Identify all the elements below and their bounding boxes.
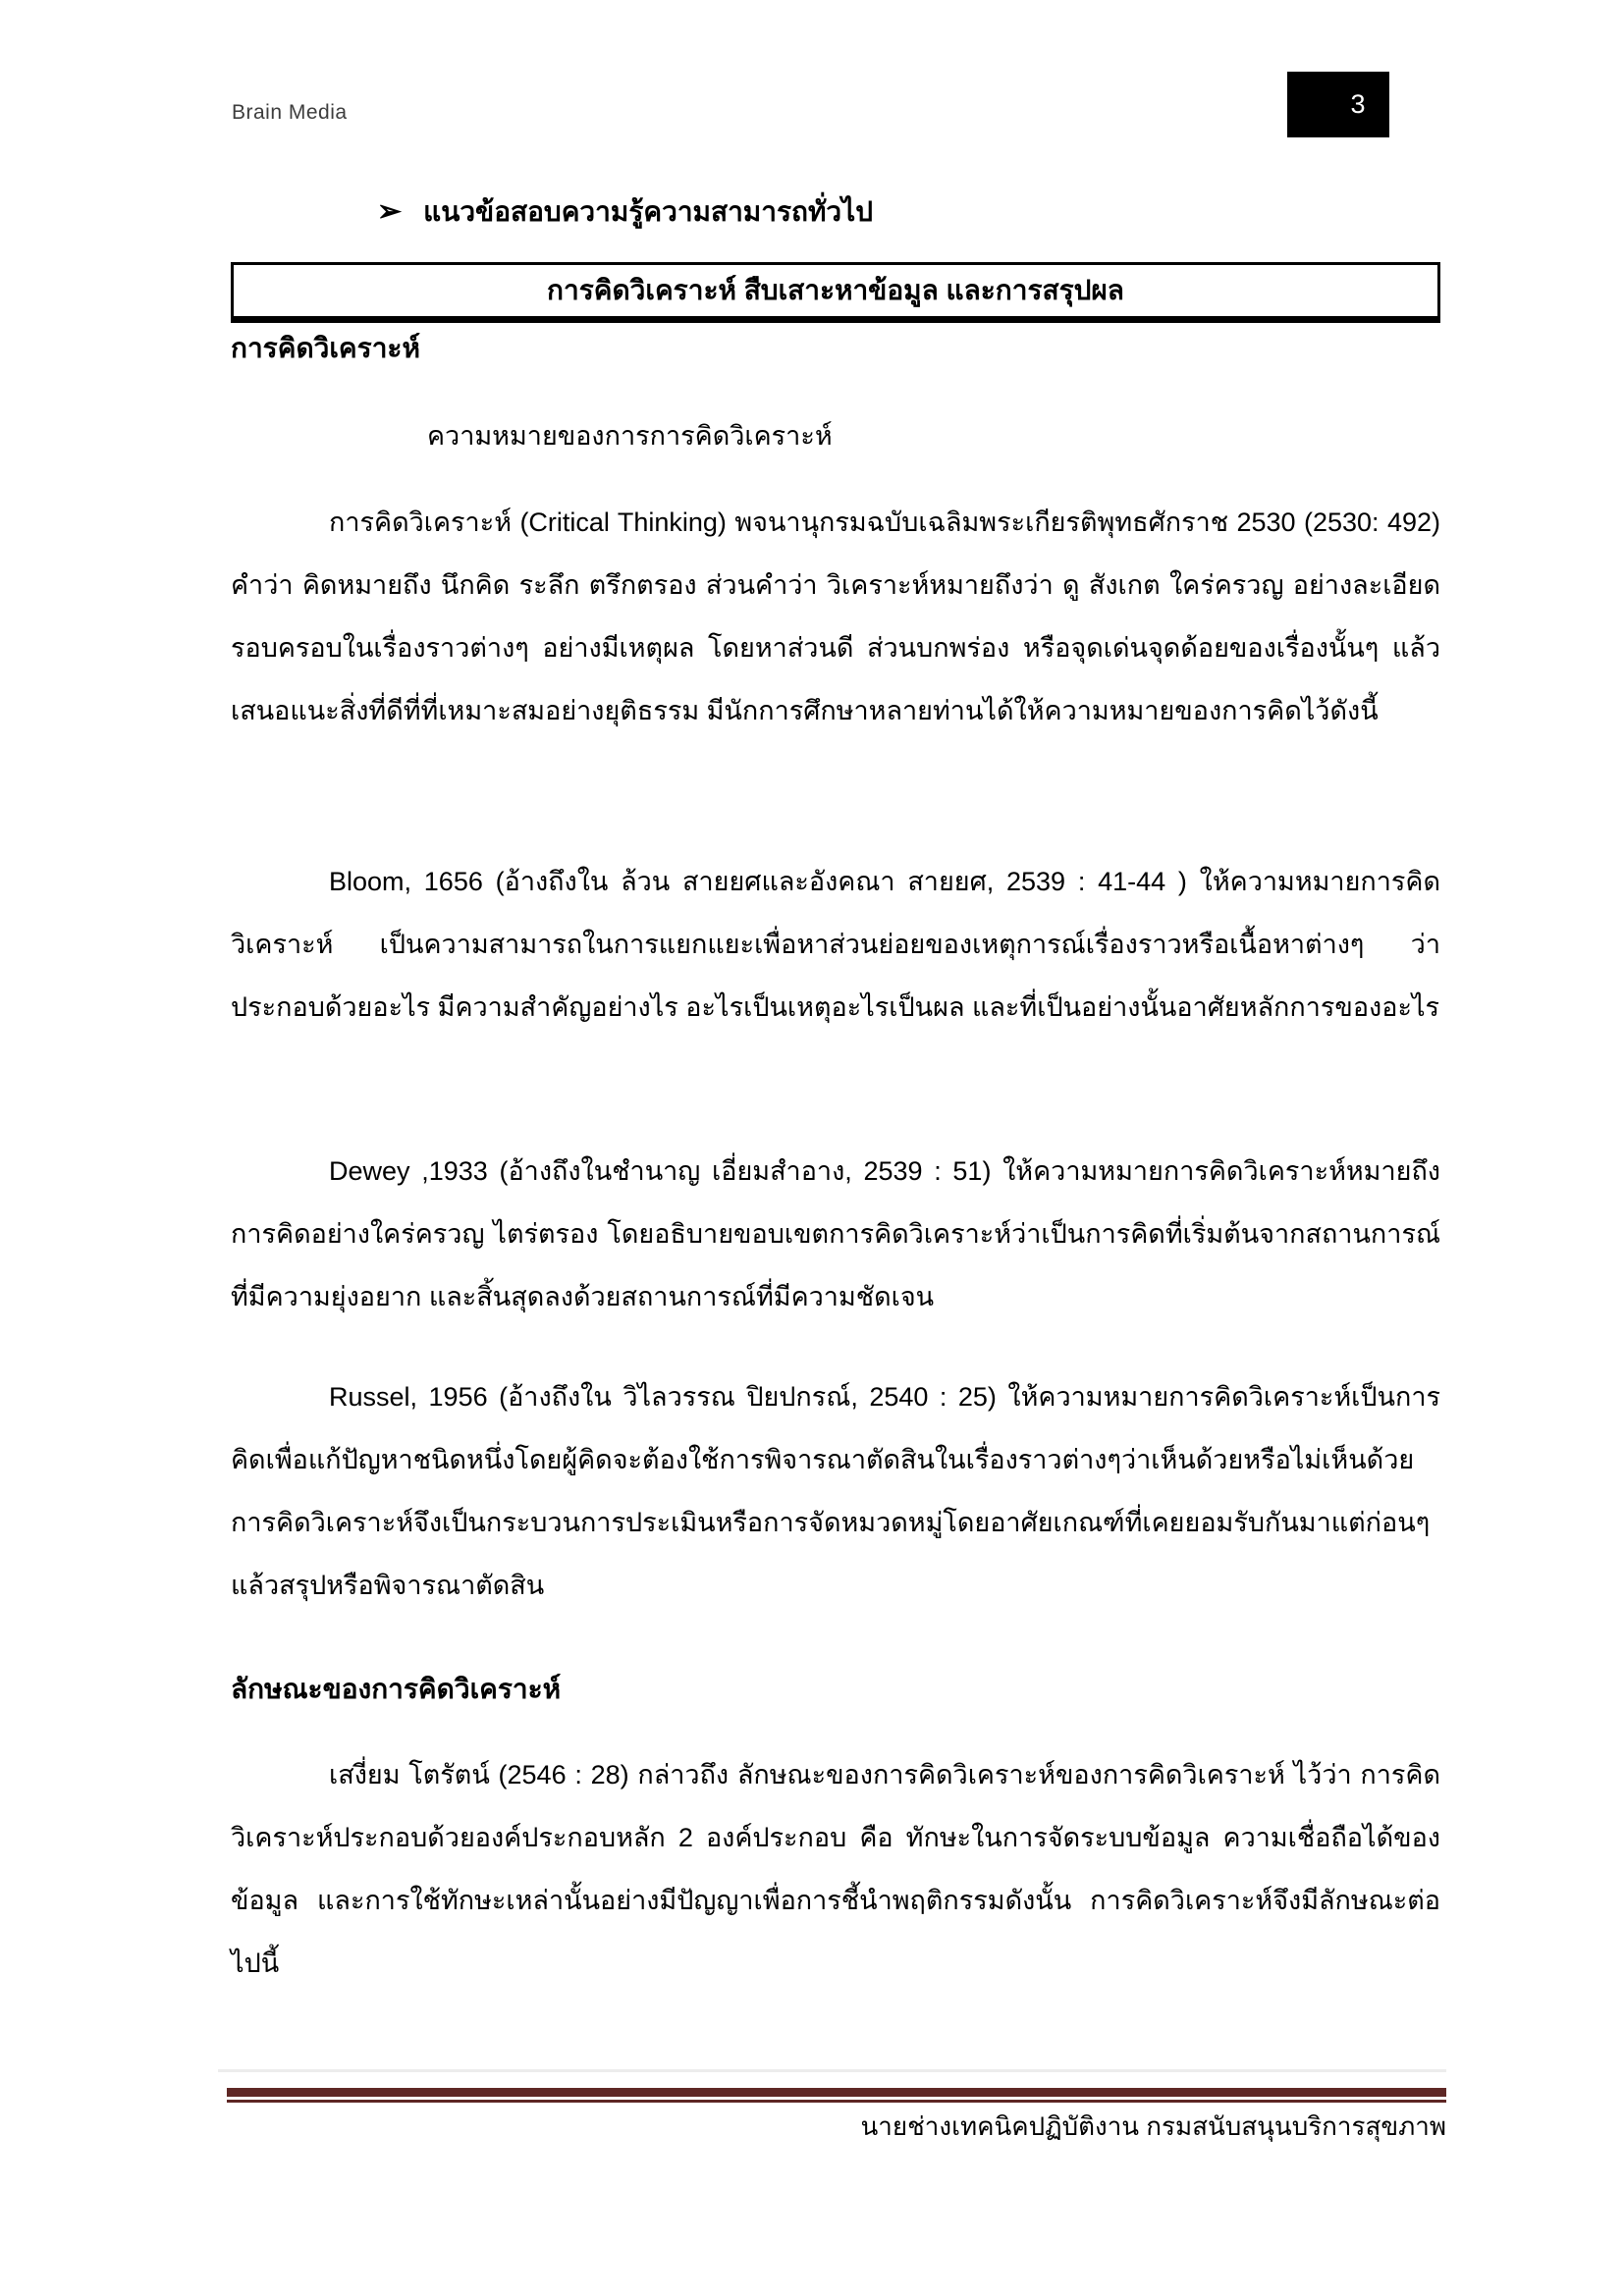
footer-rule-thin (227, 2100, 1446, 2103)
bullet-heading-row (377, 192, 873, 232)
paragraph-bloom: Bloom, 1656 (อ้างถึงใน ล้วน สายยศและอังคณา สายยศ, 2539 : 41-44 ) ให้ความหมายการคิดวิเคราะห์ เป็นความสามารถในการแยกแยะเพื่อหาส่วนย่อยของเหตุการณ์เรื่องราวหรือเนื้อหาต่างๆ ว่าประกอบด้วยอะไร มีความสำคัญอย่างไร อะไรเป็นเหตุอะไรเป็นผล และที่เป็นอย่างนั้นอาศัยหลักการของอะไร (231, 867, 1440, 1022)
bullet-heading-text: แนวข้อสอบความรู้ความสามารถทั่วไป (423, 196, 874, 227)
footer-rule-shadow (218, 2069, 1446, 2072)
brand-text: Brain Media (232, 101, 348, 124)
paragraph-characteristics: เสงี่ยม โตรัตน์ (2546 : 28) กล่าวถึง ลักษณะของการคิดวิเคราะห์ของการคิดวิเคราะห์ ไว้ว่า การคิดวิเคราะห์ประกอบด้วยองค์ประกอบหลัก 2 องค์ประกอบ คือ ทักษะในการจัดระบบข้อมูล ความเชื่อถือได้ของข้อมูล และการใช้ทักษะเหล่านั้นอย่างมีปัญญาเพื่อการชี้นำพฤติกรรมดังนั้น การคิดวิเคราะห์จึงมีลักษณะต่อไปนี้ (231, 1760, 1440, 1978)
page-number-box (1287, 72, 1389, 137)
footer-rule-thick (227, 2088, 1446, 2097)
subsection-title: ความหมายของการการคิดวิเคราะห์ (427, 421, 833, 451)
boxed-title (231, 262, 1440, 323)
paragraph-definition: การคิดวิเคราะห์ (Critical Thinking) พจนานุกรมฉบับเฉลิมพระเกียรติพุทธศักราช 2530 (2530: 492) คำว่า คิดหมายถึง นึกคิด ระลึก ตรึกตรอง ส่วนคำว่า วิเคราะห์หมายถึงว่า ดู สังเกต ใคร่ครวญ อย่างละเอียดรอบครอบในเรื่องราวต่างๆ อย่างมีเหตุผล โดยหาส่วนดี ส่วนบกพร่อง หรือจุดเด่นจุดด้อยของเรื่องนั้นๆ แล้ว เสนอแนะสิ่งที่ดีที่ที่เหมาะสมอย่างยุติธรรม มีนักการศึกษาหลายท่านได้ให้ความหมายของการคิดไว้ดังนี้ (231, 507, 1440, 725)
paragraph-dewey: Dewey ,1933 (อ้างถึงในชำนาญ เอี่ยมสำอาง, 2539 : 51) ให้ความหมายการคิดวิเคราะห์หมายถึง การคิดอย่างใคร่ครวญ ไตร่ตรอง โดยอธิบายขอบเขตการคิดวิเคราะห์ว่าเป็นการคิดที่เริ่มต้นจากสถานการณ์ที่มีความยุ่งอยาก และสิ้นสุดลงด้วยสถานการณ์ที่มีความชัดเจน (231, 1156, 1440, 1311)
arrowhead-bullet-icon: ➢ (377, 195, 403, 228)
paragraph-russel: Russel, 1956 (อ้างถึงใน วิไลวรรณ ปิยปกรณ์, 2540 : 25) ให้ความหมายการคิดวิเคราะห์เป็นการคิดเพื่อแก้ปัญหาชนิดหนึ่งโดยผู้คิดจะต้องใช้การพิจารณาตัดสินในเรื่องราวต่างๆว่าเห็นด้วยหรือไม่เห็นด้วย การคิดวิเคราะห์จึงเป็นกระบวนการประเมินหรือการจัดหมวดหมู่โดยอาศัยเกณฑ์ที่เคยยอมรับกันมาแต่ก่อนๆ แล้วสรุปหรือพิจารณาตัดสิน (231, 1382, 1440, 1600)
page-number: 3 (1350, 89, 1366, 119)
boxed-title-text: การคิดวิเคราะห์ สืบเสาะหาข้อมูล และการสรุปผล (547, 275, 1124, 305)
section-heading-2: ลักษณะของการคิดวิเคราะห์ (231, 1674, 562, 1704)
section-heading-1: การคิดวิเคราะห์ (231, 333, 420, 363)
footer-credit: นายช่างเทคนิคปฏิบัติงาน กรมสนับสนุนบริการสุขภาพ (860, 2111, 1446, 2141)
